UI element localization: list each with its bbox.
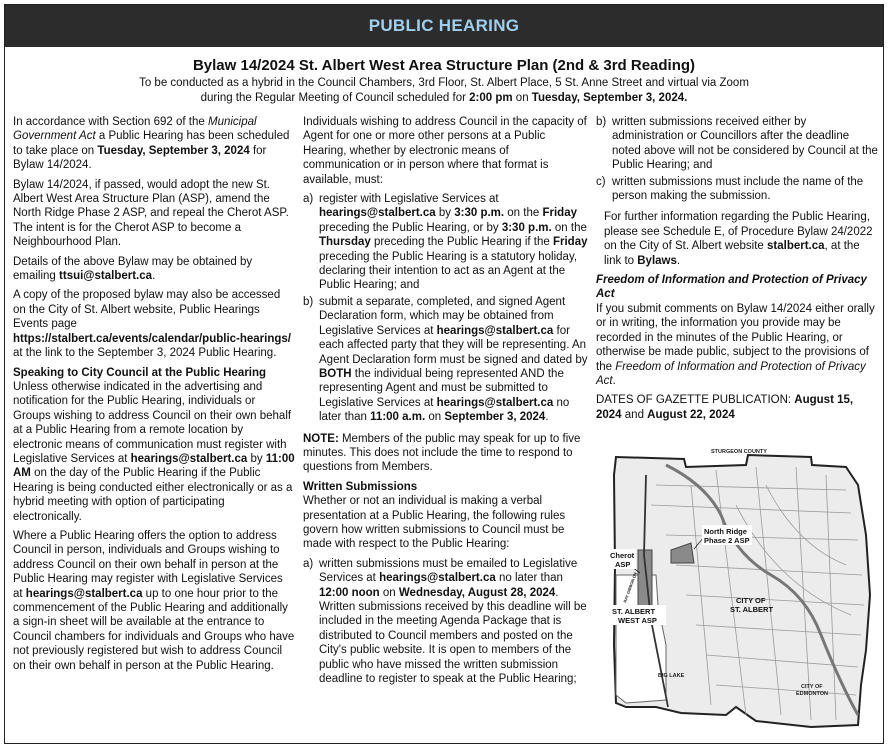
list-marker: a) <box>303 557 314 570</box>
paragraph-written-rules: Whether or not an individual is making a verbal presentation at a Public Hearing, the following rules govern how written submissions to Council must be made with respect to the Public Hearing: <box>303 495 566 551</box>
subtitle-text: during the Regular Meeting of Council scheduled for <box>200 92 470 104</box>
west-asp-label-2: WEST ASP <box>618 616 657 625</box>
subtitle-text: on <box>512 92 532 104</box>
subtitle-time: 2:00 pm <box>469 92 513 104</box>
list-marker: b) <box>596 116 607 128</box>
area-map <box>596 445 879 741</box>
paragraph-section-692: In accordance with Section 692 of the Municipal Government Act a Public Hearing has been scheduled to take place on Tuesday, September 3, 2024 for Bylaw 14/2024. <box>13 116 290 172</box>
email-link[interactable]: hearings@stalbert.ca <box>379 572 496 585</box>
north-ridge-label-2: Phase 2 ASP <box>704 536 750 545</box>
list-item-written-c <box>596 175 879 204</box>
email-link[interactable]: hearings@stalbert.ca <box>25 587 143 600</box>
paragraph-further-info: For further information regarding the Public Hearing, please see Schedule E, of Procedure Bylaw 24/2022 on the City of St. Albert website stalbert.ca, at the link to Bylaws. <box>604 211 873 267</box>
subtitle-line-2 <box>5 91 883 106</box>
notice-frame <box>4 4 884 744</box>
paragraph-website: A copy of the proposed bylaw may also be accessed on the City of St. Albert website, Public Hearings Events page https://stalbert.ca/events/calendar/public-hearings/ at the link to the September 3, 2024 Public Hearing. <box>13 289 291 360</box>
list-marker: a) <box>303 193 314 206</box>
heading-written: Written Submissions <box>303 480 418 493</box>
email-link[interactable]: hearings@stalbert.ca <box>319 207 436 220</box>
email-link[interactable]: ttsui@stalbert.ca <box>59 270 153 283</box>
heading-foip: Freedom of Information and Protection of Privacy Act <box>596 274 867 301</box>
bylaws-link[interactable]: Bylaws <box>637 254 677 267</box>
list-item-written-b <box>596 115 879 173</box>
banner <box>5 5 883 47</box>
subtitle-date: Tuesday, September 3, 2024. <box>531 92 688 104</box>
west-asp-label: ST. ALBERT <box>612 607 656 616</box>
list-item-agent-a <box>303 192 589 293</box>
notice-title: Bylaw 14/2024 St. Albert West Area Structure Plan (2nd & 3rd Reading) <box>192 57 696 74</box>
paragraph-in-person: Where a Public Hearing offers the option to address Council in person, individuals and Groups wishing to address Council on their own behalf in person at the Public Hearing may register with Legislative Services at hearings@stalbert.ca up to one hour prior to the commencement of the Public Hearing and additionally a sign-in sheet will be available at the entrance to Council chambers for individuals and Groups who have not previously registered but wish to address Council on their own behalf in person at the Public Hearing. <box>13 529 295 672</box>
list-text: written submissions must include the name of the person making the submission. <box>612 175 864 203</box>
list-text: written submissions must be emailed to Legislative Services at hearings@stalbert.ca no later than 12:00 noon on Wednesday, August 28, 2024. Written submissions received by this deadline will be included in the meeting Agenda Package that is distributed to Council members and posted on the City's public website. It is open to members of the public who have missed the written submission deadline to register to speak at the Public Hearing; <box>319 557 587 686</box>
email-link[interactable]: hearings@stalbert.ca <box>130 452 248 465</box>
list-text: register with Legislative Services at hearings@stalbert.ca by 3:30 p.m. on the Friday preceding the Public Hearing, or by 3:30 p.m. on the Thursday preceding the Public Hearing if the Friday preceding the Public Hearing is a statutory holiday, declaring their intention to act as an Agent at the Public Hearing; and <box>319 193 588 292</box>
email-link[interactable]: hearings@stalbert.ca <box>436 396 554 409</box>
city-st-albert-label-2: ST. ALBERT <box>730 605 774 614</box>
paragraph-gazette: DATES OF GAZETTE PUBLICATION: August 15, 2024 and August 22, 2024 <box>596 394 854 421</box>
subtitle-line-1: To be conducted as a hybrid in the Council Chambers, 3rd Floor, St. Albert Place, 5 St. Anne Street and virtual via Zoom <box>139 77 749 89</box>
paragraph-bylaw-intent: Bylaw 14/2024, if passed, would adopt the new St. Albert West Area Structure Plan (ASP), amend the North Ridge Phase 2 ASP, and repeal the Cherot ASP. The intent is for the Cherot ASP to become a Neighbourhood Plan. <box>13 178 289 249</box>
edmonton-label-2: EDMONTON <box>796 691 828 697</box>
url-link[interactable]: https://stalbert.ca/events/calendar/public-hearings/ <box>13 332 291 345</box>
cherot-label-2: ASP <box>615 560 631 569</box>
list-text: submit a separate, completed, and signed Agent Declaration form, which may be obtained from Legislative Services at hearings@stalbert.ca for each affected party that they will be representing. An Agent Declaration form must be signed and dated by BOTH the individual being represented AND the representing Agent and must be submitted to Legislative Services at hearings@stalbert.ca no later than 11:00 a.m. on September 3, 2024. <box>319 295 588 424</box>
list-item-written-a <box>303 557 589 687</box>
north-ridge-label: North Ridge <box>704 527 747 536</box>
banner-title: PUBLIC HEARING <box>368 16 520 35</box>
paragraph-foip: If you submit comments on Bylaw 14/2024 either orally or in writing, the information you provide may be recorded in the minutes of the Public Hearing, or otherwise be made public, subject to the provisions of the Freedom of Information and Protection of Privacy Act. <box>596 302 875 387</box>
paragraph-agent-intro: Individuals wishing to address Council in the capacity of Agent for one or more other persons at a Public Hearing, whether by electronic means of communication or in person where that format is available, must: <box>303 116 587 186</box>
columns <box>5 115 883 743</box>
column-2 <box>303 115 589 688</box>
sturgeon-county-label: STURGEON COUNTY <box>711 449 767 455</box>
column-1 <box>13 115 295 678</box>
paragraph-note: NOTE: Members of the public may speak for up to five minutes. This does not include the time to respond to questions from Members. <box>303 432 581 474</box>
title-block <box>5 57 883 106</box>
heading-speaking: Speaking to City Council at the Public Hearing <box>13 366 267 379</box>
cherot-label: Cherot <box>610 551 635 560</box>
list-marker: c) <box>596 175 606 188</box>
email-link[interactable]: hearings@stalbert.ca <box>436 324 554 337</box>
big-lake-label: BIG LAKE <box>658 673 685 679</box>
list-marker: b) <box>303 295 314 308</box>
website-link[interactable]: stalbert.ca <box>767 240 825 253</box>
column-3 <box>596 115 879 697</box>
city-st-albert-label: CITY OF <box>736 596 766 605</box>
subtitle <box>5 76 883 106</box>
paragraph-remote: Unless otherwise indicated in the advertising and notification for the Public Hearing, individuals or Groups wishing to address Council on their own behalf at a Public Hearing from a remote location by electronic means of communication must register with Legislative Services at hearings@stalbert.ca by 11:00 AM on the day of the Public Hearing if the Public Hearing is being conducted either electronically or as a hybrid meeting with option of participating electronically. <box>13 380 295 523</box>
paragraph-details: Details of the above Bylaw may be obtained by emailing ttsui@stalbert.ca. <box>13 255 253 283</box>
list-item-agent-b <box>303 295 589 425</box>
ray-gibbon-label: RAY GIBBON DR <box>622 571 638 604</box>
map-svg <box>596 445 879 741</box>
list-text: written submissions received either by administration or Councillors after the deadline noted above will not be considered by Council at the Public Hearing; and <box>612 116 878 172</box>
edmonton-label: CITY OF <box>801 684 823 690</box>
